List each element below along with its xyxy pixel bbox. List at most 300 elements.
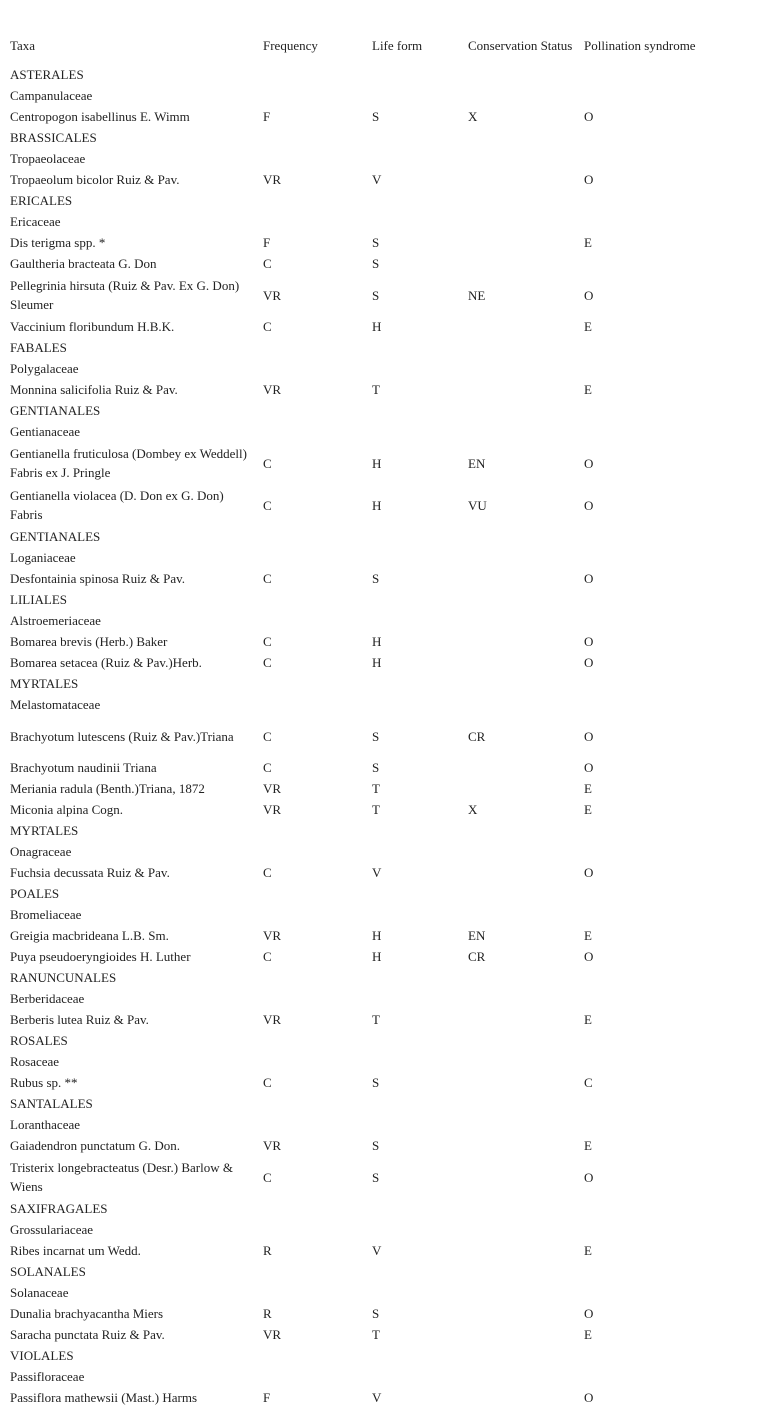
cell-frequency: F bbox=[263, 109, 271, 124]
cell-conservation-status bbox=[458, 400, 574, 421]
cell-life-form: S bbox=[372, 287, 380, 303]
cell-pollination-syndrome bbox=[574, 1219, 779, 1240]
table-row bbox=[0, 64, 779, 85]
cell-taxa: Ribes incarnat um Wedd. bbox=[10, 1243, 141, 1258]
cell-taxa: Rosaceae bbox=[10, 1054, 60, 1069]
cell-frequency: R bbox=[263, 1243, 272, 1258]
cell-conservation-status bbox=[458, 190, 574, 211]
cell-pollination-syndrome bbox=[574, 1198, 779, 1219]
cell-frequency bbox=[253, 148, 362, 169]
cell-pollination-syndrome: E bbox=[584, 1138, 592, 1153]
table-row bbox=[0, 1324, 779, 1345]
cell-frequency bbox=[253, 1114, 362, 1135]
cell-conservation-status bbox=[458, 253, 574, 274]
table-row bbox=[0, 1219, 779, 1240]
cell-conservation-status bbox=[458, 1156, 574, 1198]
table-row bbox=[0, 1366, 779, 1387]
header-life-form: Life form bbox=[372, 37, 423, 53]
cell-conservation-status bbox=[458, 1198, 574, 1219]
cell-conservation-status bbox=[458, 1030, 574, 1051]
cell-life-form bbox=[362, 673, 458, 694]
cell-frequency: C bbox=[263, 949, 272, 964]
cell-conservation-status bbox=[458, 211, 574, 232]
cell-pollination-syndrome bbox=[574, 1282, 779, 1303]
cell-life-form bbox=[362, 1030, 458, 1051]
cell-life-form: S bbox=[372, 571, 380, 586]
cell-pollination-syndrome bbox=[574, 190, 779, 211]
cell-pollination-syndrome bbox=[574, 1345, 779, 1366]
cell-life-form bbox=[362, 211, 458, 232]
cell-frequency bbox=[253, 1219, 362, 1240]
table-row bbox=[0, 127, 779, 148]
table-row bbox=[0, 1072, 779, 1093]
cell-conservation-status bbox=[458, 967, 574, 988]
table-row bbox=[0, 778, 779, 799]
table-row bbox=[0, 379, 779, 400]
cell-conservation-status bbox=[458, 1282, 574, 1303]
table-row bbox=[0, 967, 779, 988]
cell-frequency bbox=[253, 904, 362, 925]
cell-life-form: T bbox=[372, 1327, 380, 1342]
cell-pollination-syndrome bbox=[574, 904, 779, 925]
cell-conservation-status bbox=[458, 1009, 574, 1030]
cell-conservation-status bbox=[458, 421, 574, 442]
cell-conservation-status: CR bbox=[468, 949, 486, 964]
cell-pollination-syndrome bbox=[574, 1366, 779, 1387]
cell-conservation-status bbox=[458, 694, 574, 715]
cell-taxa: Greigia macbrideana L.B. Sm. bbox=[10, 928, 169, 943]
cell-conservation-status bbox=[458, 610, 574, 631]
table-row bbox=[0, 106, 779, 127]
cell-pollination-syndrome bbox=[574, 85, 779, 106]
cell-life-form: V bbox=[372, 1390, 382, 1405]
table-row bbox=[0, 1135, 779, 1156]
cell-pollination-syndrome: E bbox=[584, 781, 592, 796]
cell-pollination-syndrome bbox=[574, 967, 779, 988]
cell-conservation-status bbox=[458, 526, 574, 547]
table-row bbox=[0, 841, 779, 862]
cell-taxa: Miconia alpina Cogn. bbox=[10, 802, 124, 817]
cell-life-form bbox=[362, 337, 458, 358]
cell-frequency bbox=[253, 820, 362, 841]
cell-frequency bbox=[253, 1051, 362, 1072]
cell-conservation-status bbox=[458, 778, 574, 799]
cell-taxa: Fuchsia decussata Ruiz & Pav. bbox=[10, 865, 170, 880]
cell-life-form: T bbox=[372, 781, 380, 796]
cell-frequency bbox=[253, 1261, 362, 1282]
cell-conservation-status bbox=[458, 988, 574, 1009]
cell-conservation-status bbox=[458, 547, 574, 568]
table-row bbox=[0, 757, 779, 778]
cell-frequency: C bbox=[263, 1169, 272, 1185]
cell-life-form: T bbox=[372, 802, 380, 817]
cell-conservation-status bbox=[458, 883, 574, 904]
cell-taxa: FABALES bbox=[10, 340, 67, 355]
table-row bbox=[0, 1156, 779, 1198]
table-row bbox=[0, 1009, 779, 1030]
table-row bbox=[0, 169, 779, 190]
cell-frequency: VR bbox=[263, 781, 282, 796]
cell-pollination-syndrome: O bbox=[584, 497, 594, 513]
cell-taxa: POALES bbox=[10, 886, 60, 901]
cell-frequency: VR bbox=[263, 1327, 282, 1342]
cell-pollination-syndrome bbox=[574, 883, 779, 904]
cell-conservation-status bbox=[458, 820, 574, 841]
cell-frequency bbox=[253, 358, 362, 379]
cell-life-form bbox=[362, 400, 458, 421]
cell-taxa: SAXIFRAGALES bbox=[10, 1201, 108, 1216]
table-row bbox=[0, 484, 779, 526]
cell-taxa: Loganiaceae bbox=[10, 550, 76, 565]
cell-taxa: GENTIANALES bbox=[10, 529, 101, 544]
cell-conservation-status bbox=[458, 568, 574, 589]
cell-frequency bbox=[253, 400, 362, 421]
cell-taxa: MYRTALES bbox=[10, 823, 79, 838]
cell-pollination-syndrome bbox=[574, 253, 779, 274]
header-frequency: Frequency bbox=[263, 37, 318, 53]
cell-conservation-status bbox=[458, 862, 574, 883]
cell-pollination-syndrome: O bbox=[584, 949, 594, 964]
cell-frequency: C bbox=[263, 728, 272, 744]
cell-life-form bbox=[362, 988, 458, 1009]
cell-taxa: ASTERALES bbox=[10, 67, 84, 82]
table-row bbox=[0, 148, 779, 169]
cell-taxa: MYRTALES bbox=[10, 676, 79, 691]
cell-pollination-syndrome: E bbox=[584, 1243, 592, 1258]
cell-conservation-status bbox=[458, 358, 574, 379]
cell-life-form: H bbox=[372, 497, 382, 513]
cell-taxa: Pellegrinia hirsuta (Ruiz & Pav. Ex G. Don) Sleumer bbox=[10, 278, 240, 312]
cell-taxa: Tropaeolum bicolor Ruiz & Pav. bbox=[10, 172, 180, 187]
cell-frequency bbox=[253, 526, 362, 547]
cell-frequency bbox=[253, 610, 362, 631]
cell-frequency: C bbox=[263, 865, 272, 880]
cell-frequency bbox=[253, 1198, 362, 1219]
cell-pollination-syndrome bbox=[574, 127, 779, 148]
cell-life-form: H bbox=[372, 655, 382, 670]
cell-life-form: S bbox=[372, 1306, 380, 1321]
cell-conservation-status: NE bbox=[468, 287, 486, 303]
cell-life-form bbox=[362, 421, 458, 442]
cell-taxa: Berberidaceae bbox=[10, 991, 85, 1006]
table-row bbox=[0, 547, 779, 568]
cell-frequency bbox=[253, 1282, 362, 1303]
cell-taxa: Gaiadendron punctatum G. Don. bbox=[10, 1138, 181, 1153]
cell-conservation-status bbox=[458, 1387, 574, 1408]
cell-life-form bbox=[362, 1345, 458, 1366]
cell-conservation-status bbox=[458, 1366, 574, 1387]
table-row bbox=[0, 253, 779, 274]
cell-conservation-status: VU bbox=[468, 497, 487, 513]
cell-taxa: BRASSICALES bbox=[10, 130, 97, 145]
cell-frequency: C bbox=[263, 571, 272, 586]
cell-conservation-status bbox=[458, 1114, 574, 1135]
cell-frequency bbox=[253, 967, 362, 988]
table-row bbox=[0, 421, 779, 442]
cell-frequency bbox=[253, 547, 362, 568]
cell-pollination-syndrome bbox=[574, 610, 779, 631]
cell-pollination-syndrome bbox=[574, 1051, 779, 1072]
cell-pollination-syndrome bbox=[574, 673, 779, 694]
cell-taxa: Monnina salicifolia Ruiz & Pav. bbox=[10, 382, 178, 397]
table-row bbox=[0, 1345, 779, 1366]
cell-frequency bbox=[253, 841, 362, 862]
cell-frequency bbox=[253, 421, 362, 442]
table-row bbox=[0, 1051, 779, 1072]
table-row bbox=[0, 589, 779, 610]
table-row bbox=[0, 1198, 779, 1219]
cell-conservation-status bbox=[458, 1072, 574, 1093]
cell-pollination-syndrome: O bbox=[584, 571, 594, 586]
cell-life-form: S bbox=[372, 235, 380, 250]
cell-life-form bbox=[362, 1366, 458, 1387]
taxa-table bbox=[0, 26, 779, 1408]
table-row bbox=[0, 652, 779, 673]
cell-life-form: S bbox=[372, 1169, 380, 1185]
cell-pollination-syndrome bbox=[574, 547, 779, 568]
cell-taxa: Gentianella fruticulosa (Dombey ex Weddell) Fabris ex J. Pringle bbox=[10, 446, 247, 480]
cell-conservation-status bbox=[458, 127, 574, 148]
cell-pollination-syndrome: E bbox=[584, 802, 592, 817]
table-row bbox=[0, 316, 779, 337]
cell-taxa: Passifloraceae bbox=[10, 1369, 85, 1384]
cell-conservation-status bbox=[458, 1051, 574, 1072]
cell-taxa: Dunalia brachyacantha Miers bbox=[10, 1306, 164, 1321]
cell-pollination-syndrome: O bbox=[584, 865, 594, 880]
cell-taxa: Meriania radula (Benth.)Triana, 1872 bbox=[10, 781, 205, 796]
cell-pollination-syndrome: E bbox=[584, 235, 592, 250]
cell-taxa: SOLANALES bbox=[10, 1264, 86, 1279]
cell-frequency: VR bbox=[263, 802, 282, 817]
cell-life-form: V bbox=[372, 1243, 382, 1258]
cell-taxa: SANTALALES bbox=[10, 1096, 93, 1111]
cell-conservation-status bbox=[458, 1219, 574, 1240]
cell-taxa: Melastomataceae bbox=[10, 697, 101, 712]
table-row bbox=[0, 820, 779, 841]
cell-frequency bbox=[253, 1345, 362, 1366]
cell-conservation-status bbox=[458, 64, 574, 85]
table-row bbox=[0, 925, 779, 946]
cell-pollination-syndrome bbox=[574, 589, 779, 610]
cell-life-form bbox=[362, 967, 458, 988]
cell-frequency bbox=[253, 694, 362, 715]
table-row bbox=[0, 1261, 779, 1282]
cell-life-form bbox=[362, 1198, 458, 1219]
cell-conservation-status bbox=[458, 1261, 574, 1282]
cell-frequency: R bbox=[263, 1306, 272, 1321]
cell-taxa: Ericaceae bbox=[10, 214, 61, 229]
cell-life-form bbox=[362, 1093, 458, 1114]
cell-taxa: Centropogon isabellinus E. Wimm bbox=[10, 109, 190, 124]
cell-frequency: VR bbox=[263, 172, 282, 187]
table-row bbox=[0, 694, 779, 715]
cell-pollination-syndrome: O bbox=[584, 172, 594, 187]
cell-pollination-syndrome: O bbox=[584, 634, 594, 649]
cell-taxa: Gaultheria bracteata G. Don bbox=[10, 256, 157, 271]
cell-conservation-status bbox=[458, 316, 574, 337]
cell-pollination-syndrome bbox=[574, 988, 779, 1009]
cell-frequency bbox=[253, 64, 362, 85]
cell-pollination-syndrome: O bbox=[584, 1169, 594, 1185]
table-row bbox=[0, 85, 779, 106]
cell-conservation-status bbox=[458, 337, 574, 358]
cell-taxa: Dis terigma spp. * bbox=[10, 235, 106, 250]
cell-frequency bbox=[253, 1030, 362, 1051]
cell-pollination-syndrome: O bbox=[584, 455, 594, 471]
cell-pollination-syndrome bbox=[574, 526, 779, 547]
cell-life-form: H bbox=[372, 928, 382, 943]
cell-taxa: Campanulaceae bbox=[10, 88, 93, 103]
cell-frequency: C bbox=[263, 760, 272, 775]
cell-frequency: VR bbox=[263, 928, 282, 943]
table-row bbox=[0, 232, 779, 253]
table-row bbox=[0, 1093, 779, 1114]
cell-life-form bbox=[362, 841, 458, 862]
cell-conservation-status bbox=[458, 589, 574, 610]
cell-taxa: VIOLALES bbox=[10, 1348, 74, 1363]
table-row bbox=[0, 631, 779, 652]
table-row bbox=[0, 904, 779, 925]
cell-frequency bbox=[253, 85, 362, 106]
cell-life-form bbox=[362, 64, 458, 85]
cell-life-form: H bbox=[372, 949, 382, 964]
table-row bbox=[0, 337, 779, 358]
cell-pollination-syndrome bbox=[574, 820, 779, 841]
cell-taxa: Vaccinium floribundum H.B.K. bbox=[10, 319, 175, 334]
cell-pollination-syndrome bbox=[574, 1093, 779, 1114]
cell-life-form bbox=[362, 85, 458, 106]
cell-pollination-syndrome: O bbox=[584, 655, 594, 670]
cell-pollination-syndrome bbox=[574, 400, 779, 421]
table-row bbox=[0, 211, 779, 232]
cell-conservation-status bbox=[458, 652, 574, 673]
cell-pollination-syndrome: E bbox=[584, 928, 592, 943]
table-row bbox=[0, 442, 779, 484]
cell-life-form: S bbox=[372, 1075, 380, 1090]
cell-pollination-syndrome: E bbox=[584, 1327, 592, 1342]
table-row bbox=[0, 946, 779, 967]
table-row bbox=[0, 190, 779, 211]
cell-pollination-syndrome bbox=[574, 421, 779, 442]
cell-life-form: H bbox=[372, 455, 382, 471]
cell-frequency: C bbox=[263, 655, 272, 670]
table-row bbox=[0, 883, 779, 904]
cell-conservation-status: EN bbox=[468, 455, 486, 471]
cell-frequency bbox=[253, 1366, 362, 1387]
cell-frequency bbox=[253, 883, 362, 904]
cell-life-form bbox=[362, 904, 458, 925]
cell-conservation-status: X bbox=[468, 109, 478, 124]
cell-life-form bbox=[362, 694, 458, 715]
cell-life-form bbox=[362, 589, 458, 610]
cell-taxa: Rubus sp. ** bbox=[10, 1075, 78, 1090]
cell-taxa: Bromeliaceae bbox=[10, 907, 82, 922]
cell-life-form bbox=[362, 358, 458, 379]
cell-taxa: Gentianaceae bbox=[10, 424, 81, 439]
cell-frequency: C bbox=[263, 497, 272, 513]
cell-taxa: Puya pseudoeryngioides H. Luther bbox=[10, 949, 191, 964]
cell-conservation-status bbox=[458, 673, 574, 694]
cell-frequency bbox=[253, 589, 362, 610]
cell-conservation-status bbox=[458, 1303, 574, 1324]
table-row bbox=[0, 400, 779, 421]
table-row bbox=[0, 1030, 779, 1051]
cell-life-form bbox=[362, 1051, 458, 1072]
cell-taxa: RANUNCUNALES bbox=[10, 970, 117, 985]
cell-taxa: Gentianella violacea (D. Don ex G. Don) Fabris bbox=[10, 488, 224, 522]
cell-conservation-status bbox=[458, 1135, 574, 1156]
table-body bbox=[0, 64, 779, 1408]
cell-life-form: V bbox=[372, 172, 382, 187]
table-row bbox=[0, 274, 779, 316]
cell-conservation-status bbox=[458, 1240, 574, 1261]
cell-life-form bbox=[362, 547, 458, 568]
cell-life-form: S bbox=[372, 109, 380, 124]
cell-frequency: F bbox=[263, 1390, 271, 1405]
cell-pollination-syndrome: O bbox=[584, 760, 594, 775]
cell-taxa: Solanaceae bbox=[10, 1285, 69, 1300]
cell-frequency: C bbox=[263, 455, 272, 471]
cell-frequency bbox=[253, 127, 362, 148]
cell-life-form bbox=[362, 1261, 458, 1282]
cell-pollination-syndrome bbox=[574, 358, 779, 379]
cell-life-form bbox=[362, 820, 458, 841]
cell-pollination-syndrome bbox=[574, 337, 779, 358]
cell-life-form: S bbox=[372, 760, 380, 775]
cell-taxa: Alstroemeriaceae bbox=[10, 613, 101, 628]
cell-life-form bbox=[362, 127, 458, 148]
cell-frequency bbox=[253, 337, 362, 358]
cell-life-form: T bbox=[372, 1012, 380, 1027]
cell-taxa: Desfontainia spinosa Ruiz & Pav. bbox=[10, 571, 185, 586]
cell-frequency: C bbox=[263, 1075, 272, 1090]
cell-conservation-status bbox=[458, 1345, 574, 1366]
cell-pollination-syndrome bbox=[574, 1261, 779, 1282]
cell-frequency bbox=[253, 211, 362, 232]
cell-life-form bbox=[362, 610, 458, 631]
cell-pollination-syndrome: E bbox=[584, 382, 592, 397]
cell-conservation-status: EN bbox=[468, 928, 486, 943]
cell-frequency bbox=[253, 988, 362, 1009]
cell-pollination-syndrome bbox=[574, 1030, 779, 1051]
cell-pollination-syndrome bbox=[574, 64, 779, 85]
table-row bbox=[0, 568, 779, 589]
cell-conservation-status: CR bbox=[468, 728, 486, 744]
cell-taxa: Tristerix longebracteatus (Desr.) Barlow & Wiens bbox=[10, 1160, 233, 1194]
cell-conservation-status bbox=[458, 232, 574, 253]
cell-pollination-syndrome: O bbox=[584, 1306, 594, 1321]
cell-pollination-syndrome: O bbox=[584, 728, 594, 744]
table-row bbox=[0, 799, 779, 820]
cell-taxa: ROSALES bbox=[10, 1033, 68, 1048]
cell-taxa: ERICALES bbox=[10, 193, 73, 208]
cell-life-form: S bbox=[372, 728, 380, 744]
cell-conservation-status bbox=[458, 1093, 574, 1114]
cell-frequency: VR bbox=[263, 1012, 282, 1027]
cell-taxa: Tropaeolaceae bbox=[10, 151, 86, 166]
table-row bbox=[0, 715, 779, 757]
header-conservation-status: Conservation Status bbox=[468, 37, 573, 53]
table-row bbox=[0, 1387, 779, 1408]
cell-pollination-syndrome: C bbox=[584, 1075, 593, 1090]
cell-pollination-syndrome bbox=[574, 694, 779, 715]
table-row bbox=[0, 988, 779, 1009]
cell-frequency: VR bbox=[263, 1138, 282, 1153]
cell-taxa: Loranthaceae bbox=[10, 1117, 81, 1132]
cell-life-form bbox=[362, 190, 458, 211]
cell-taxa: Onagraceae bbox=[10, 844, 72, 859]
cell-pollination-syndrome bbox=[574, 841, 779, 862]
